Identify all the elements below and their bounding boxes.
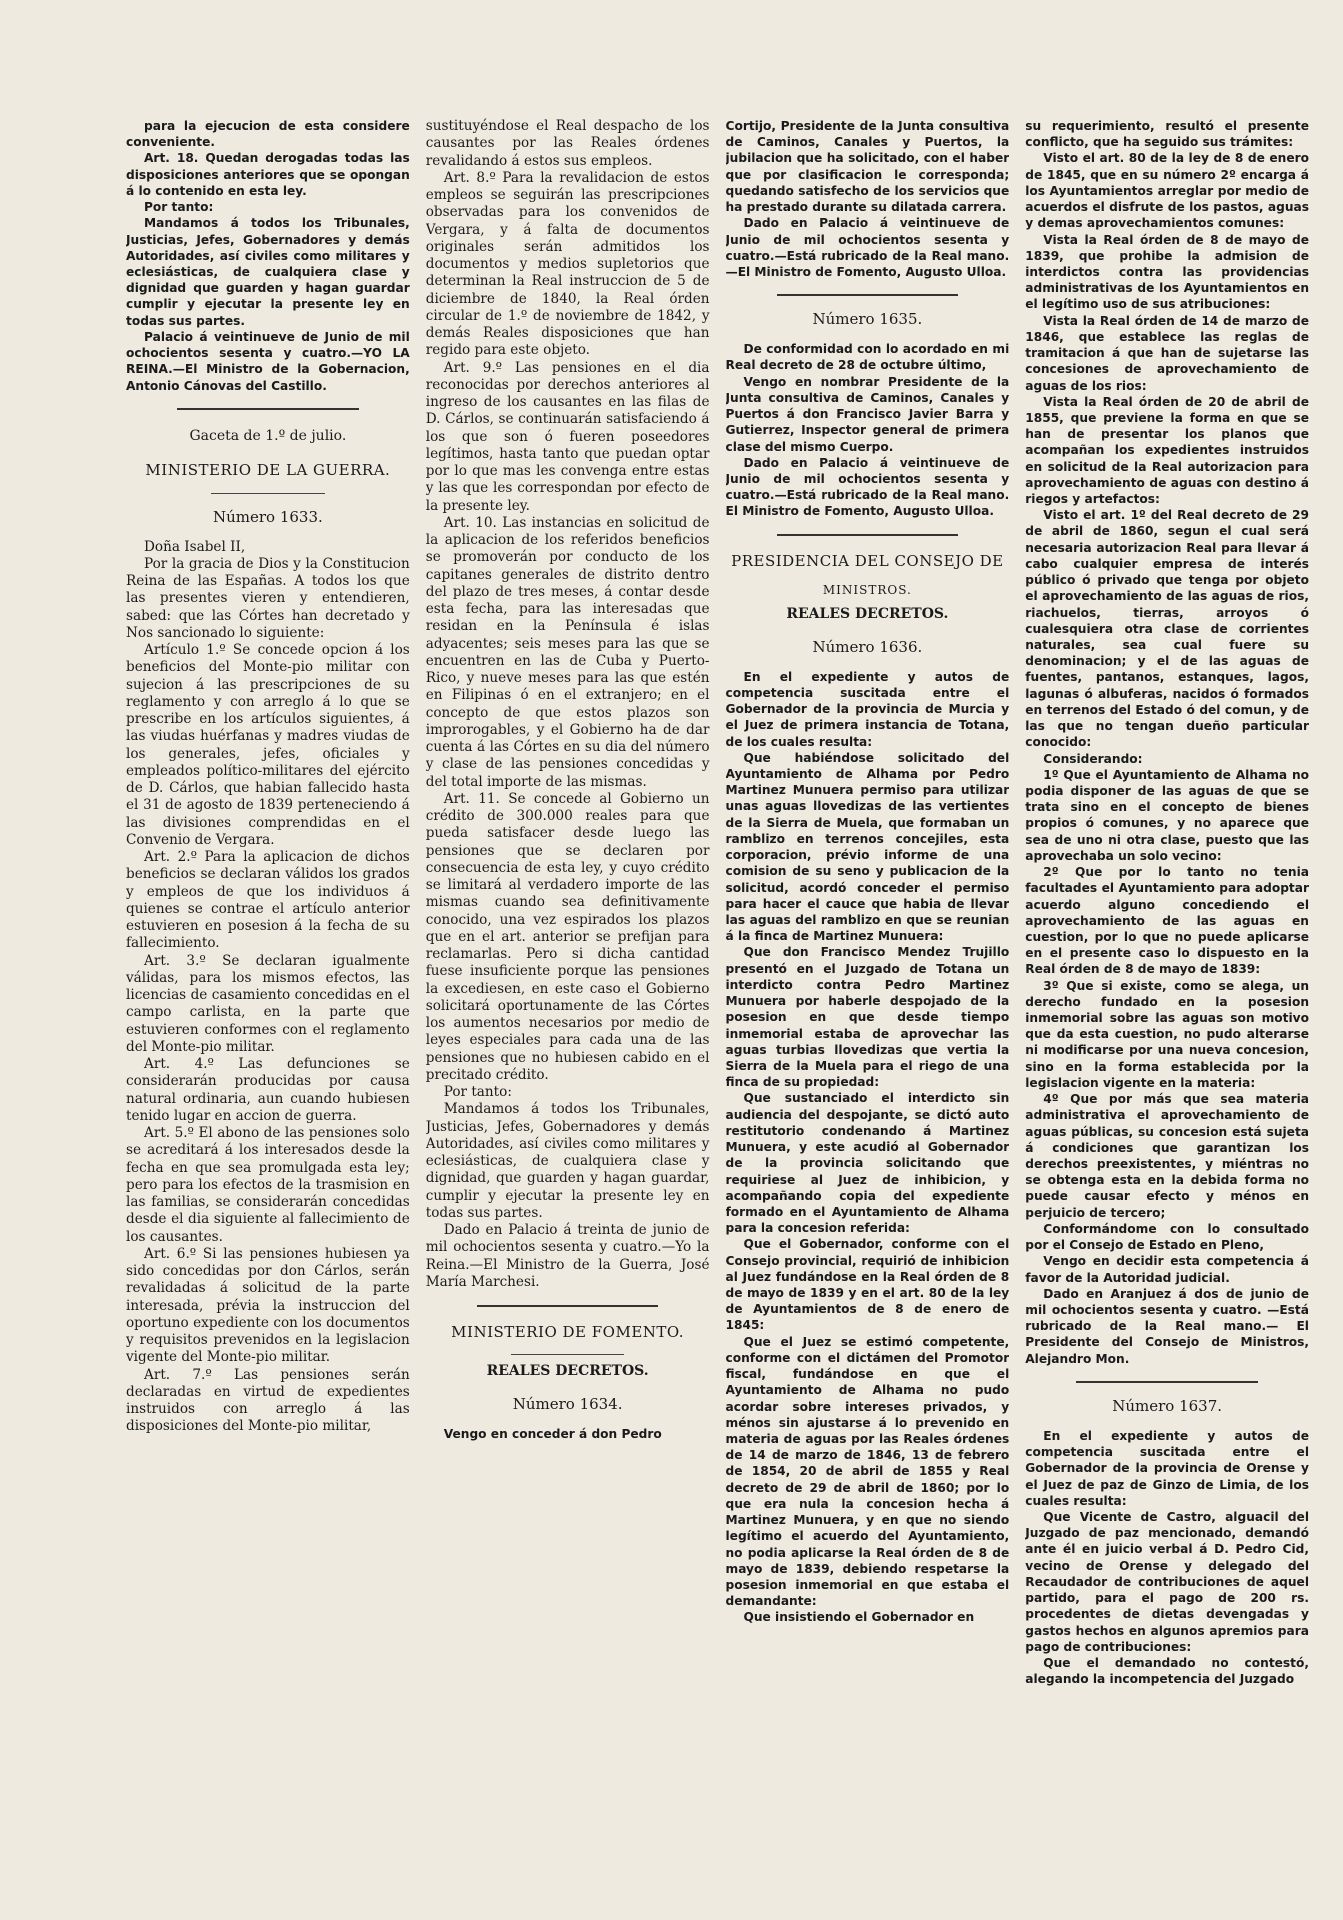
paragraph: Vista la Real órden de 8 de mayo de 1839, que prohibe la admision de interdictos contra las providencias administrativas de los Ayuntamientos en el legítimo uso de sus atribuciones: (1025, 232, 1309, 312)
paragraph: Art. 4.º Las defunciones se considerarán producidas por causa natural ordinaria, aun cuando hubiesen tenido lugar en accion de guerra. (126, 1056, 410, 1124)
section-heading: MINISTERIO DE LA GUERRA. (145, 461, 391, 480)
paragraph: 4º Que por más que sea materia administrativa el aprovechamiento de aguas públicas, su concesion está sujeta á condiciones que garantizan los derechos preexistentes, y miéntras no se obtenga esta en la debida forma no puede causar efecto y ménos en perjuicio de tercero; (1025, 1092, 1309, 1220)
paragraph: Vengo en conceder á don Pedro (443, 1426, 662, 1441)
paragraph: Vista la Real órden de 20 de abril de 1855, que previene la forma en que se han de presentar los planos que acompañan los expedientes instruidos en solicitud de la Real autorizacion para aprovechamiento de aguas con destino á riegos y artefactos: (1025, 394, 1309, 507)
paragraph: Art. 5.º El abono de las pensiones solo se acreditará á los interesados desde la fecha en que sea promulgada esta ley; pero para los efectos de la trasmision en las familias, se considerarán concedidas desde el dia siguiente al fallecimiento de los causantes. (126, 1125, 410, 1245)
paragraph: Considerando: (1043, 751, 1143, 766)
paragraph: su requerimiento, resultó el presente conflicto, que ha seguido sus trámites: (1025, 119, 1309, 150)
paragraph: Art. 7.º Las pensiones serán declaradas en virtud de expedientes instruidos con arreglo á las disposiciones del Monte-pio militar, (126, 1366, 410, 1435)
section-heading: MINISTERIO DE FOMENTO. (451, 1323, 685, 1341)
paragraph: Dado en Aranjuez á dos de junio de mil ochocientos sesenta y cuatro. —Está rubricado de la Real mano.— El Presidente del Consejo de Ministros, Alejandro Mon. (1025, 1286, 1309, 1366)
paragraph: Mandamos á todos los Tribunales, Justicias, Jefes, Gobernadores y demás Autoridades, así civiles como militares y eclesiásticas, de cualquiera clase y dignidad que guarden y hagan guardar cumplir y ejecutar la presente ley en todas sus partes. (126, 216, 410, 328)
paragraph: En el expediente y autos de competencia suscitada entre el Gobernador de la provincia de Murcia y el Juez de primera instancia de Totana, de los cuales resulta: (725, 669, 1010, 749)
paragraph: para la ejecucion de esta considere conveniente. (126, 119, 410, 150)
gazette-date: Gaceta de 1.º de julio. (189, 427, 347, 444)
paragraph: Por tanto: (443, 1084, 512, 1100)
section-rule (1076, 1381, 1258, 1383)
paragraph: 3º Que si existe, como se alega, un derecho fundado en la posesion inmemorial sobre las aguas son motivo que da esta cuestion, no pudo alterarse ni modificarse por una nueva concesion, sino en la forma establecida por la legislacion vigente en la materia: (1025, 978, 1309, 1090)
column-4 (1025, 118, 1309, 1918)
section-heading: PRESIDENCIA DEL CONSEJO DE (731, 551, 1004, 570)
paragraph: Por la gracia de Dios y la Constitucion Reina de las Españas. A todos los que las presentes vieren y entendieren, sabed: que las Córtes han decretado y Nos sancionado lo siguiente: (126, 555, 410, 641)
paragraph: Dado en Palacio á veintinueve de Junio de mil ochocientos sesenta y cuatro.—Está rubricado de la Real mano. El Ministro de Fomento, Augusto Ulloa. (725, 455, 1010, 519)
column-3 (726, 118, 1010, 1918)
paragraph: Artículo 1.º Se concede opcion á los beneficios del Monte-pio militar con sujecion á las prescripciones de su reglamento y con arreglo á lo que se prescribe en los artículos siguientes, á las viudas huérfanas y madres viudas de los generales, jefes, oficiales y empleados político-militares del ejército de D. Cárlos, que habian fallecido hasta el 31 de agosto de 1839 perteneciendo á las divisiones comprendidas en el Convenio de Vergara. (126, 642, 410, 848)
decree-heading: REALES DECRETOS. (786, 605, 949, 622)
paragraph: Vista la Real órden de 14 de marzo de 1846, que establece las reglas de tramitacion á que han de sujetarse las concesiones de aprovechamiento de aguas de los rios: (1025, 313, 1309, 393)
paragraph: En el expediente y autos de competencia suscitada entre el Gobernador de la provincia de Orense y el Juez de paz de Ginzo de Limia, de los cuales resulta: (1025, 1428, 1309, 1508)
paragraph: Que el Juez se estimó competente, conforme con el dictámen del Promotor fiscal, fundándose en que el Ayuntamiento de Alhama no pudo acordar sobre intereses privados, y ménos sin ajustarse á lo prevenido en materia de aguas por las Reales órdenes de 14 de marzo de 1846, 13 de febrero de 1854, 20 de abril de 1855 y Real decreto de 29 de abril de 1860; por lo que era nula la concesion hecha á Martinez Munuera, y en que no siendo legítimo el acuerdo del Ayuntamiento, no podia aplicarse la Real órden de 8 de mayo de 1839, debiendo respetarse la posesion inmemorial en que estaba el demandante: (725, 1334, 1010, 1609)
paragraph: Visto el art. 1º del Real decreto de 29 de abril de 1860, segun el cual será necesaria autorizacion Real para llevar á cabo cualquier empresa de interés público ó privado que tenga por objeto el aprovechamiento de las aguas de rios, riachuelos, tierras, arroyos ó cualesquiera otra clase de corrientes naturales, sea cual fuere su denominacion; y el de las aguas de fuentes, pantanos, estanques, lagos, lagunas ó albuferas, nacidos ó formados en terrenos del Estado ó del comun, y de las que no tengan dueño particular conocido: (1025, 508, 1309, 750)
paragraph: Art. 18. Quedan derogadas todas las disposiciones anteriores que se opongan á lo contenido en esta ley. (126, 151, 410, 198)
paragraph: Art. 10. Las instancias en solicitud de la aplicacion de los referidos beneficios se promoverán por conducto de los capitanes generales de distrito dentro del plazo de tres meses, á contar desde esta fecha, para las interesadas que residan en la Península é islas adyacentes; seis meses para las que se encuentren en las de Cuba y Puerto-Rico, y nueve meses para las que estén en Filipinas ó en el extranjero; en el concepto de que estos plazos son improrogables, y el Gobierno ha de dar cuenta á las Córtes en su dia del número y clase de las pensiones concedidas y del total importe de las mismas. (425, 514, 710, 790)
section-rule (777, 294, 959, 296)
paragraph: 1º Que el Ayuntamiento de Alhama no podia disponer de las aguas de que se trata sino en el concepto de bienes propios ó comunes, y no aparece que sea de uno ni otra clase, puesto que las aprovechaba un solo vecino: (1025, 767, 1309, 863)
paragraph: Que insistiendo el Gobernador en (743, 1610, 975, 1625)
paragraph: Que el Gobernador, conforme con el Consejo provincial, requirió de inhibicion al Juez fundándose en la Real órden de 8 de mayo de 1839 y en el art. 80 de la ley de Ayuntamientos de 8 de enero de 1845: (725, 1237, 1010, 1333)
section-rule (211, 493, 325, 494)
paragraph: sustituyéndose el Real despacho de los causantes por las Reales órdenes revalidando á estos sus empleos. (425, 118, 710, 169)
paragraph: Que sustanciado el interdicto sin audiencia del despojante, se dictó auto restitutorio condenando á Martinez Munuera, y este acudió al Gobernador de la provincia solicitando que requiriese al Juez de inhibicion, y acompañando copia del expediente formado en el Ayuntamiento de Alhama para la concesion referida: (725, 1091, 1010, 1236)
paragraph: Conformándome con lo consultado por el Consejo de Estado en Pleno, (1025, 1221, 1309, 1253)
paragraph: Visto el art. 80 de la ley de 8 de enero de 1845, que en su número 2º encarga á los Ayuntamientos arreglar por medio de acuerdos el disfrute de los pastos, aguas y demas aprovechamientos comunes: (1025, 151, 1309, 231)
column-2 (426, 118, 710, 1918)
paragraph: Que habiéndose solicitado del Ayuntamiento de Alhama por Pedro Martinez Munuera permiso para utilizar unas aguas llovedizas de las vertientes de la Sierra de Muela, que formaban un ramblizo en terrenos concejiles, esta corporacion, prévio informe de una comision de su seno y publicacion de la solicitud, acordó conceder el permiso para hacer el cauce que habia de llevar las aguas del ramblizo en que se reunian á la finca de Martinez Munuera: (725, 750, 1010, 944)
paragraph: Art. 11. Se concede al Gobierno un crédito de 300.000 reales para que pueda satisfacer desde luego las pensiones que se declaren por consecuencia de esta ley, y cuyo crédito se limitará al verdadero importe de las mismas cuando sea definitivamente conocido, una vez espirados los plazos que en el art. anterior se prefijan para reclamarlas. Pero si dicha cantidad fuese insuficiente porque las pensiones la excediesen, en este caso el Gobierno solicitará oportunamente de las Córtes los aumentos necesarios por medio de leyes especiales para cada una de las pensiones que no hubiesen cabido en el precitado crédito. (425, 790, 710, 1083)
section-subheading: MINISTROS. (822, 582, 912, 597)
decree-number: Número 1633. (212, 507, 323, 526)
section-rule (511, 1354, 625, 1355)
paragraph: Art. 6.º Si las pensiones hubiesen ya sido concedidas por don Cárlos, serán revalidadas á solicitud de la parte interesada, prévia la instruccion del oportuno expediente con los documentos y requisitos prevenidos en la legislacion vigente del Monte-pio militar. (126, 1245, 410, 1366)
paragraph: Dado en Palacio á treinta de junio de mil ochocientos sesenta y cuatro.—Yo la Reina.—El Ministro de la Guerra, José María Marchesi. (425, 1222, 710, 1290)
section-rule (777, 534, 959, 536)
paragraph: Que el demandado no contestó, alegando la incompetencia del Juzgado (1025, 1655, 1309, 1687)
paragraph: Por tanto: (144, 200, 214, 215)
paragraph: Mandamos á todos los Tribunales, Justicias, Jefes, Gobernadores y demás Autoridades, así civiles como militares y eclesiásticas, de cualquiera clase y dignidad, que guarden y hagan guardar, cumplir y ejecutar la presente ley en todas sus partes. (425, 1101, 710, 1221)
paragraph: Que Vicente de Castro, alguacil del Juzgado de paz mencionado, demandó ante él en juicio verbal á D. Pedro Cid, vecino de Orense y delegado del Recaudador de contribuciones de aquel partido, para el pago de 200 rs. procedentes de dietas devengadas y gastos hechos en algunos apremios para pago de contribuciones: (1025, 1509, 1309, 1654)
decree-number: Número 1634. (512, 1394, 623, 1413)
paragraph: Vengo en decidir esta competencia á favor de la Autoridad judicial. (1025, 1254, 1309, 1285)
column-1 (126, 118, 410, 1918)
paragraph: Art. 2.º Para la aplicacion de dichos beneficios se declaran válidos los grados y empleos de que los individuos á quienes se contrae el artículo anterior estuvieren en posesion á la fecha de su fallecimiento. (126, 849, 410, 952)
decree-number: Número 1636. (812, 637, 923, 656)
paragraph: Que don Francisco Mendez Trujillo presentó en el Juzgado de Totana un interdicto contra Pedro Martinez Munuera por haberle despojado de la posesion en que desde tiempo inmemorial estaba de aprovechar las aguas turbias llovedizas que vertia la Sierra de la Muela para el riego de una finca de su propiedad: (725, 945, 1010, 1090)
paragraph: Dado en Palacio á veintinueve de Junio de mil ochocientos sesenta y cuatro.—Está rubricado de la Real mano.—El Ministro de Fomento, Augusto Ulloa. (725, 216, 1010, 279)
section-rule (477, 1305, 659, 1307)
paragraph: Art. 8.º Para la revalidacion de estos empleos se seguirán las prescripciones observadas para los convenidos de Vergara, y á falta de documentos originales serán admitidos los documentos y medios supletorios que determinan la Real instruccion de 5 de diciembre de 1840, la Real órden circular de 1.º de noviembre de 1842, y demás Reales disposiciones que han regido para este objeto. (425, 169, 710, 359)
paragraph: Doña Isabel II, (144, 538, 246, 555)
paragraph: Vengo en nombrar Presidente de la Junta consultiva de Caminos, Canales y Puertos á don Francisco Javier Barra y Gutierrez, Inspector general de primera clase del mismo Cuerpo. (725, 374, 1010, 454)
paragraph: De conformidad con lo acordado en mi Real decreto de 28 de octubre último, (725, 342, 1010, 373)
paragraph: Art. 3.º Se declaran igualmente válidas, para los mismos efectos, las licencias de casamiento concedidas en el campo carlista, en la parte que estuvieren conformes con el reglamento del Monte-pio militar. (126, 952, 410, 1055)
paragraph: 2º Que por lo tanto no tenia facultades el Ayuntamiento para adoptar acuerdo alguno concediendo el aprovechamiento de las aguas en cuestion, por lo que no puede aplicarse en el presente caso lo dispuesto en la Real órden de 8 de mayo de 1839: (1025, 865, 1309, 977)
decree-number: Número 1635. (812, 310, 923, 329)
paragraph: Art. 9.º Las pensiones en el dia reconocidas por derechos anteriores al ingreso de los causantes en las filas de D. Cárlos, se continuarán satisfaciendo á los que son ó fueren poseedores legítimos, hasta tanto que puedan optar por lo que mas les convenga entre estas y las que les correspondan por efecto de la presente ley. (425, 359, 710, 514)
paragraph: Palacio á veintinueve de Junio de mil ochocientos sesenta y cuatro.—YO LA REINA.—El Ministro de la Gobernacion, Antonio Cánovas del Castillo. (126, 329, 410, 393)
paragraph: Cortijo, Presidente de la Junta consultiva de Caminos, Canales y Puertos, la jubilacion que ha solicitado, con el haber que por clasificacion le corresponda; quedando satisfecho de los servicios que ha prestado durante su dilatada carrera. (725, 119, 1010, 215)
section-rule (177, 408, 359, 410)
decree-heading: REALES DECRETOS. (486, 1363, 649, 1380)
decree-number: Número 1637. (1112, 1396, 1223, 1415)
